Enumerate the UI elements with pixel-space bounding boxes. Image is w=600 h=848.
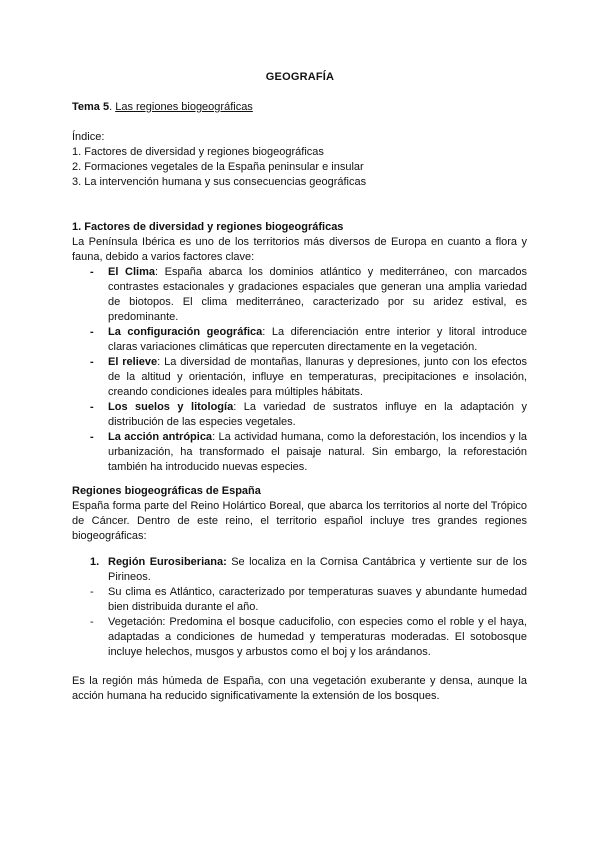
factor-term: El Clima — [108, 266, 155, 278]
bullet-mark: - — [90, 266, 94, 278]
factor-text: : España abarca los dominios atlántico y mediterráneo, con marcados contrastes estacionales y gradaciones espaciales que generan una amplia variedad de biotopos. El clima mediterráneo, caracterizado por su aridez estival, es predominante. — [108, 266, 527, 323]
factor-item — [90, 430, 527, 475]
index-heading: Índice: — [72, 131, 105, 143]
bullet-mark: - — [90, 356, 94, 368]
factor-term: La acción antrópica — [108, 431, 213, 443]
section-intro: La Península Ibérica es uno de los territorios más diversos de Europa en cuanto a flora y fauna, debido a varios factores clave: — [72, 236, 527, 263]
index-item: 1. Factores de diversidad y regiones biogeográficas — [72, 146, 324, 158]
factor-term: Los suelos y litología — [108, 401, 234, 413]
regions-intro: España forma parte del Reino Holártico Boreal, que abarca los territorios al norte del Trópico de Cáncer. Dentro de este reino, el territorio español incluye tres grandes regiones biogeográficas: — [72, 500, 527, 542]
bullet-mark: - — [90, 431, 94, 443]
factor-item — [90, 400, 527, 430]
section-heading: 1. Factores de diversidad y regiones biogeográficas — [72, 221, 344, 233]
index-item: 3. La intervención humana y sus consecuencias geográficas — [72, 176, 367, 188]
factor-text: : La diversidad de montañas, llanuras y depresiones, junto con los efectos de la altitud y orientación, influye en temperaturas, precipitaciones e insolación, creando condiciones ideales para múltiples hábitats. — [108, 356, 527, 398]
region-item — [90, 555, 527, 585]
factor-text: : La diferenciación entre interior y litoral introduce claras variaciones climáticas que repercuten directamente en la vegetación. — [108, 326, 527, 353]
index-item: 2. Formaciones vegetales de la España peninsular e insular — [72, 161, 364, 173]
factor-text: : La actividad humana, como la deforestación, los incendios y la urbanización, ha transformado el paisaje natural. Sin embargo, la reforestación también ha introducido nuevas especies. — [108, 431, 528, 473]
factor-item — [90, 265, 527, 325]
factors-list — [90, 265, 527, 475]
factor-term: La configuración geográfica — [108, 326, 263, 338]
topic-label: Tema 5 — [72, 101, 110, 113]
regions-closing: Es la región más húmeda de España, con una vegetación exuberante y densa, aunque la acción humana ha reducido significativamente la extensión de los bosques. — [72, 675, 527, 702]
region-term: Región Eurosiberiana: — [108, 556, 227, 568]
region-number: 1. — [90, 556, 100, 568]
page-title: GEOGRAFÍA — [265, 71, 335, 83]
region-detail-item — [90, 585, 527, 615]
factor-item — [90, 355, 527, 400]
region-text: Se localiza en la Cornisa Cantábrica y vertiente sur de los Pirineos. — [108, 556, 527, 583]
factor-text: : La variedad de sustratos influye en la adaptación y distribución de las especies vegetales. — [108, 401, 527, 428]
region-detail-item — [90, 615, 527, 660]
regions-heading: Regiones biogeográficas de España — [72, 485, 261, 497]
region-detail-text: Vegetación: Predomina el bosque caducifolio, con especies como el roble y el haya, adaptadas a condiciones de humedad y temperaturas moderadas. El sotobosque incluye helechos, musgos y arbustos como el boj y los arándanos. — [108, 616, 527, 658]
region-detail-text: Su clima es Atlántico, caracterizado por temperaturas suaves y abundante humedad bien distribuida durante el año. — [108, 586, 527, 613]
factor-item — [90, 325, 527, 355]
bullet-mark: - — [90, 326, 94, 338]
bullet-mark: - — [90, 401, 94, 413]
topic-separator: . — [109, 101, 116, 113]
topic-line — [72, 100, 253, 115]
factor-term: El relieve — [108, 356, 158, 368]
bullet-mark: - — [90, 616, 94, 628]
topic-name: Las regiones biogeográficas — [115, 101, 253, 113]
region-details-list — [90, 585, 527, 660]
bullet-mark: - — [90, 586, 94, 598]
